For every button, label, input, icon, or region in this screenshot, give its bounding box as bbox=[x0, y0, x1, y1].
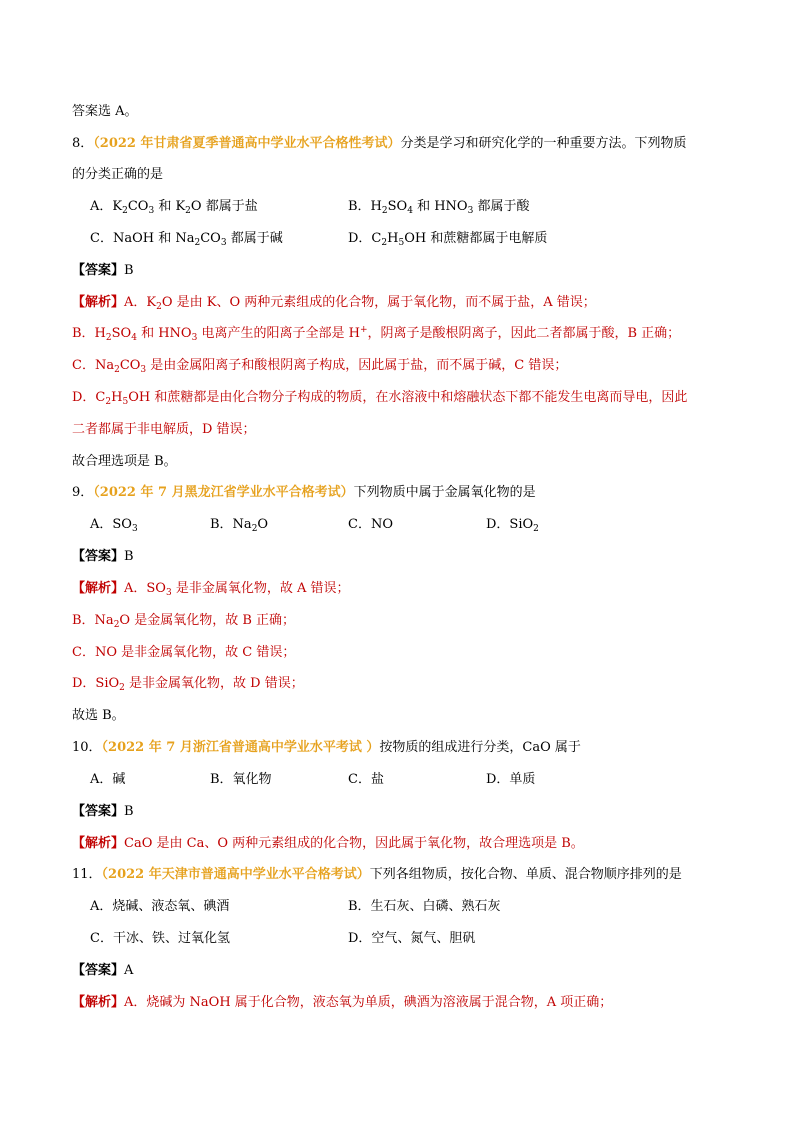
q10-option-a: A．碱 bbox=[90, 772, 126, 787]
q8-option-d: D．$C_2H_5OH$ 和蔗糖都属于电解质 bbox=[348, 231, 548, 248]
q8-answer: 【答案】B bbox=[72, 263, 134, 278]
q8-analysis-b: B．$H_2SO_4$ 和 $HNO_3$ 电离产生的阳离子全部是 H+，阴离子是酸根阴离子，因此二者都属于酸，B 正确； bbox=[72, 325, 681, 343]
q11-option-c: C．干冰、铁、过氧化氢 bbox=[90, 931, 230, 946]
q9-conclusion: 故选 B。 bbox=[72, 708, 125, 723]
q8-option-a: A．$K_2CO_3$ 和 $K_2O$ 都属于盐 bbox=[90, 199, 258, 216]
q9-option-a: A．$SO_3$ bbox=[90, 517, 138, 534]
q9-analysis-d: D．SiO$_2$ 是非金属氧化物，故 D 错误； bbox=[72, 676, 304, 693]
q10-option-c: C．盐 bbox=[348, 772, 384, 787]
q8-analysis-c: C．$Na_2CO_3$ 是由金属阳离子和酸根阴离子构成，因此属于盐，而不属于碱，C 错误； bbox=[72, 358, 568, 375]
q11-option-d: D．空气、氮气、胆矾 bbox=[348, 931, 476, 946]
previous-answer-line: 答案选 A。 bbox=[72, 104, 138, 119]
q11-analysis: 【解析】A．烧碱为 NaOH 属于化合物，液态氧为单质，碘酒为溶液属于混合物，A 项正确； bbox=[72, 995, 613, 1010]
q10-source: （2022 年 7 月浙江省普通高中学业水平考试 ） bbox=[101, 740, 380, 755]
q10-option-b: B．氧化物 bbox=[210, 772, 272, 787]
q9-option-b: B．$Na_2O$ bbox=[210, 517, 269, 534]
q9-option-c: C．NO bbox=[348, 517, 393, 532]
q10-analysis: 【解析】CaO 是由 Ca、O 两种元素组成的化合物，因此属于氧化物，故合理选项是 B。 bbox=[72, 836, 584, 851]
q9-analysis-c: C．NO 是非金属氧化物，故 C 错误； bbox=[72, 645, 296, 660]
q10-option-d: D．单质 bbox=[486, 772, 536, 787]
q10-stem: 10．（2022 年 7 月浙江省普通高中学业水平考试 ）按物质的组成进行分类，CaO 属于 bbox=[72, 740, 581, 755]
q8-stem-line1: 8．（2022 年甘肃省夏季普通高中学业水平合格性考试）分类是学习和研究化学的一种重要方法。下列物质 bbox=[72, 136, 687, 151]
q8-analysis-a: 【解析】A．$K_2O$ 是由 K、O 两种元素组成的化合物，属于氧化物，而不属于盐，A 错误； bbox=[72, 295, 596, 312]
q11-option-b: B．生石灰、白磷、熟石灰 bbox=[348, 899, 501, 914]
q8-analysis-d2: 二者都属于非电解质，D 错误； bbox=[72, 422, 256, 437]
q8-source: （2022 年甘肃省夏季普通高中学业水平合格性考试） bbox=[93, 136, 401, 151]
q9-source: （2022 年 7 月黑龙江省学业水平合格考试） bbox=[93, 485, 354, 500]
q9-analysis-a: 【解析】A．$SO_3$ 是非金属氧化物，故 A 错误； bbox=[72, 581, 350, 598]
q9-option-d: D．SiO$_2$ bbox=[486, 517, 539, 534]
q11-stem: 11．（2022 年天津市普通高中学业水平合格考试）下列各组物质，按化合物、单质、混合物顺序排列的是 bbox=[72, 867, 682, 882]
q11-option-a: A．烧碱、液态氧、碘酒 bbox=[90, 899, 230, 914]
q9-stem: 9．（2022 年 7 月黑龙江省学业水平合格考试）下列物质中属于金属氧化物的是 bbox=[72, 485, 536, 500]
q8-stem-line2: 的分类正确的是 bbox=[72, 167, 164, 182]
q11-source: （2022 年天津市普通高中学业水平合格考试） bbox=[101, 867, 370, 882]
q10-answer: 【答案】B bbox=[72, 804, 134, 819]
q8-option-c: C．NaOH 和 $Na_2CO_3$ 都属于碱 bbox=[90, 231, 283, 248]
q11-answer: 【答案】A bbox=[72, 963, 134, 978]
q8-analysis-d1: D．$C_2H_5OH$ 和蔗糖都是由化合物分子构成的物质，在水溶液中和熔融状态下都不能发生电离而导电，因此 bbox=[72, 390, 688, 407]
q8-option-b: B．$H_2SO_4$ 和 $HNO_3$ 都属于酸 bbox=[348, 199, 530, 216]
q9-analysis-b: B．$Na_2O$ 是金属氧化物，故 B 正确； bbox=[72, 613, 296, 630]
q9-answer: 【答案】B bbox=[72, 549, 134, 564]
q8-conclusion: 故合理选项是 B。 bbox=[72, 454, 177, 469]
